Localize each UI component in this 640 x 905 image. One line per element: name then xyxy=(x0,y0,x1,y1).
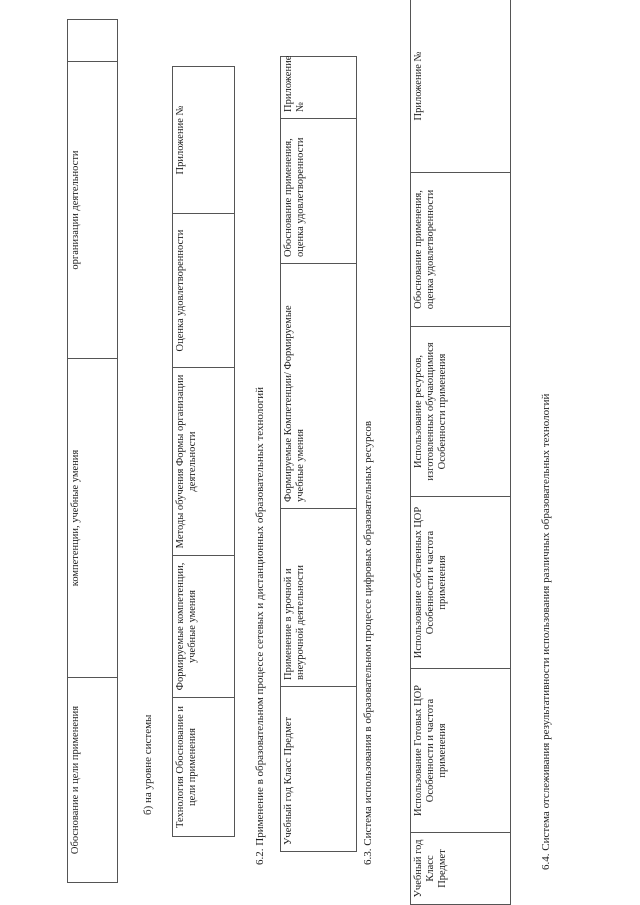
table-cell: Обоснование применения, оценка удовлетворенности xyxy=(281,119,357,264)
table-cell: Приложение № xyxy=(173,67,235,214)
table-system-level xyxy=(172,66,235,837)
table-network-technologies xyxy=(280,56,357,852)
table-cell: Приложение № xyxy=(411,0,511,173)
table-digital-resources xyxy=(410,0,511,905)
table-cell: Технология Обоснование и цели применения xyxy=(173,698,235,837)
table-cell: Обоснование применения, оценка удовлетворенности xyxy=(411,173,511,327)
table-cell: Методы обучения Формы организации деятельности xyxy=(173,368,235,556)
table-cell: Использование ресурсов, изготовленных обучающимися Особенности применения xyxy=(411,327,511,497)
table-row xyxy=(411,0,511,905)
table-cell: компетенции, учебные умения xyxy=(68,359,118,678)
table-system-continued xyxy=(67,19,118,883)
table-cell: организации деятельности xyxy=(68,62,118,359)
table-cell: Учебный год Класс Предмет xyxy=(411,833,511,905)
heading-section-6-3: 6.3. Система использования в образовательном процессе цифровых образовательных ресурсов xyxy=(362,420,374,865)
table-cell: Оценка удовлетворенности xyxy=(173,214,235,368)
table-cell: Приложение № xyxy=(281,57,357,119)
table-row xyxy=(173,67,235,837)
table-row xyxy=(68,20,118,883)
heading-section-6-4: 6.4. Система отслеживания результативности использования различных образовательных технологий xyxy=(540,393,552,870)
table-cell: Формируемые компетенции, учебные умения xyxy=(173,556,235,698)
table-row xyxy=(281,57,357,852)
heading-section-6-2: 6.2. Применение в образовательном процессе сетевых и дистанционных образовательных технологий xyxy=(254,386,266,865)
table-cell: Использование Готовых ЦОР Особенности и частота применения xyxy=(411,669,511,833)
table-cell: Обоснование и цели применения xyxy=(68,678,118,883)
heading-system-level: б) на уровне системы xyxy=(142,714,154,815)
table-cell: Формируемые Компетенции/ Формируемые учебные умения xyxy=(281,264,357,509)
table-cell: Использование собственных ЦОР Особенности и частота применения xyxy=(411,497,511,669)
table-cell xyxy=(68,20,118,62)
table-cell: Применение в урочной и внеурочной деятельности xyxy=(281,509,357,687)
table-cell: Учебный год Класс Предмет xyxy=(281,687,357,852)
